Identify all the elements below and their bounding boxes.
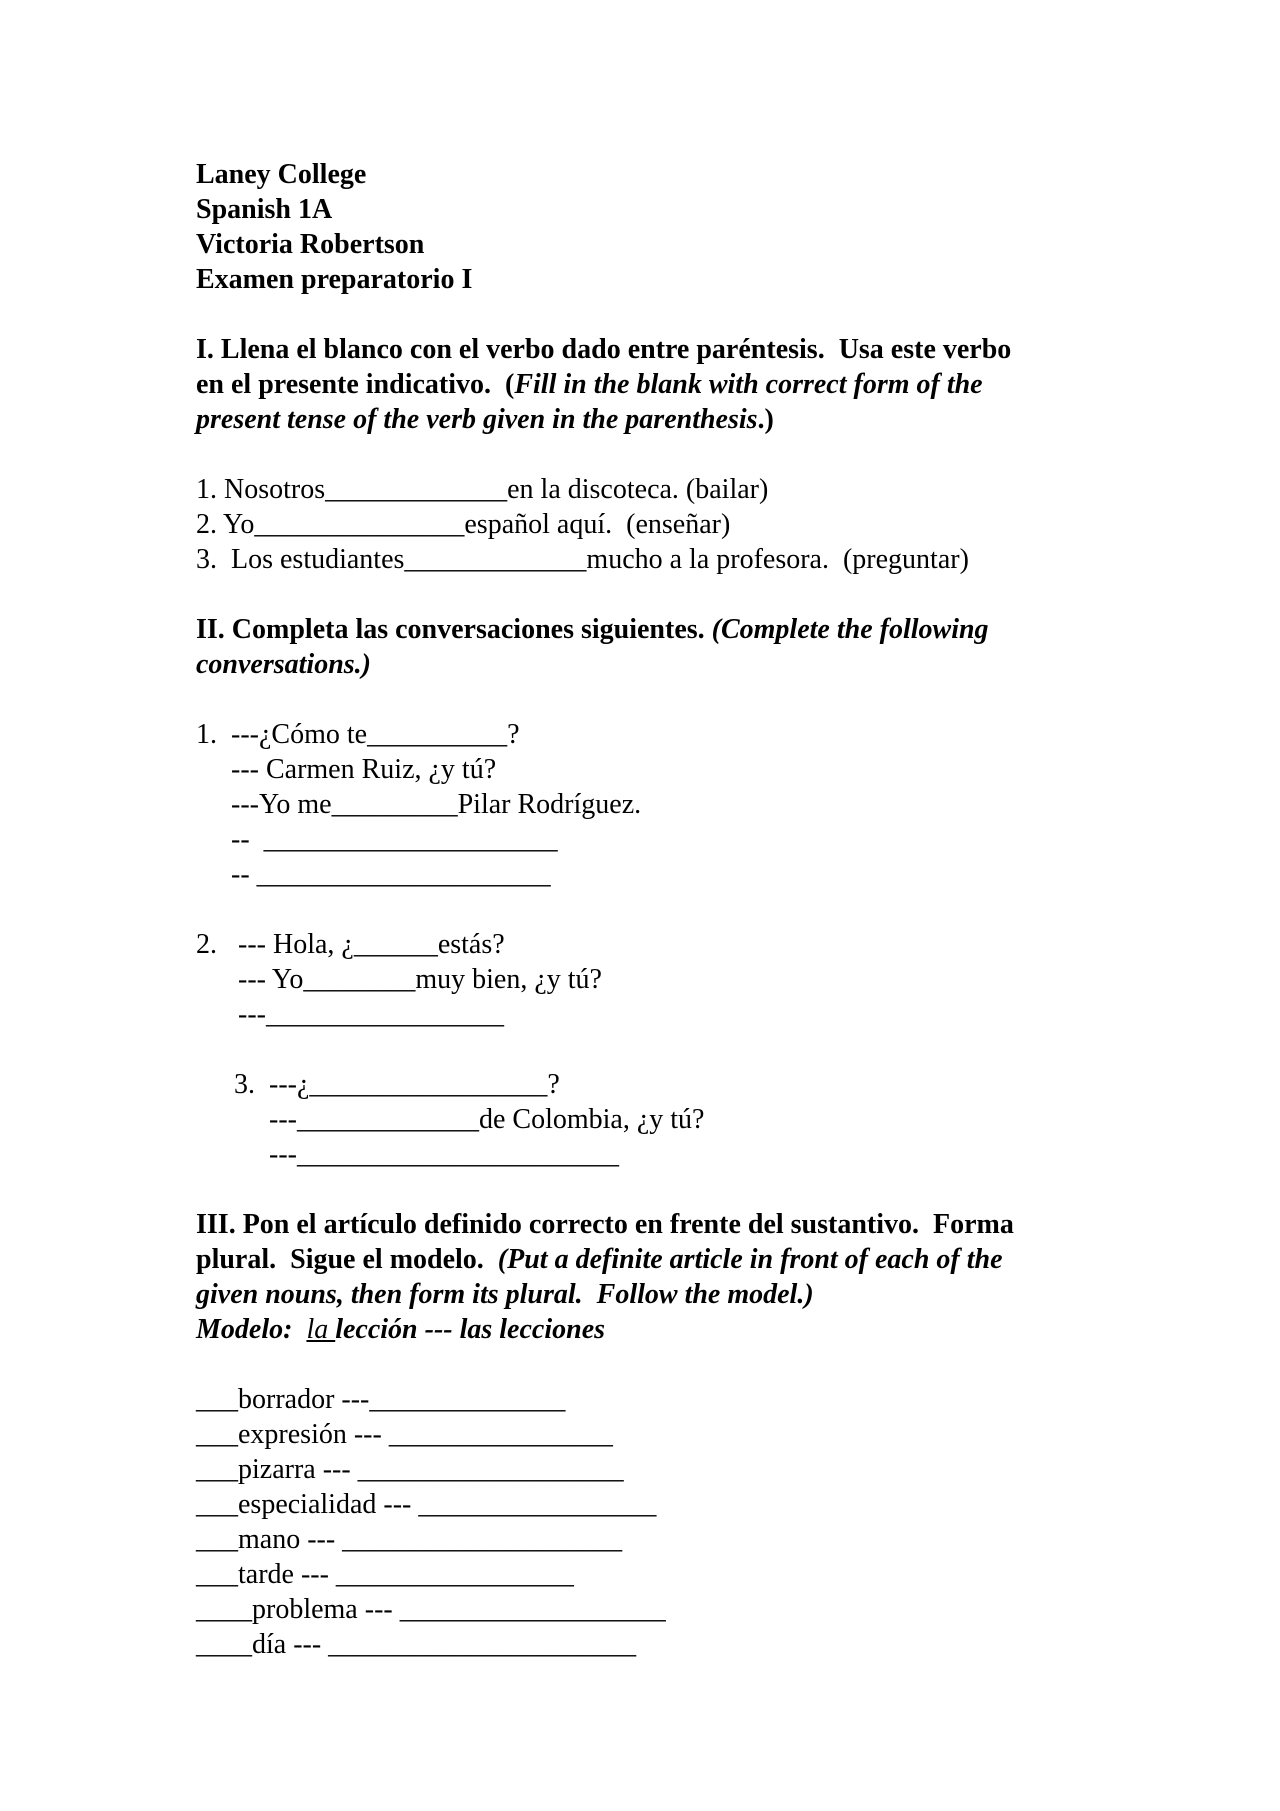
section2-line1-italic: (Complete the following: [711, 614, 989, 645]
model-label: Modelo:: [196, 1314, 307, 1345]
instructor-name: Victoria Robertson: [196, 229, 425, 260]
section3-item: ____día --- ______________________: [196, 1629, 637, 1660]
section1-line3-bold: .): [757, 404, 774, 435]
section3-item: ___expresión --- ________________: [196, 1419, 613, 1450]
section3-item: ___tarde --- _________________: [196, 1559, 574, 1590]
section2-instructions-line1: [196, 612, 989, 647]
exam-title: Examen preparatorio I: [196, 264, 473, 295]
conversation2-line: ---_________________: [196, 999, 504, 1030]
section3-instructions-line1: III. Pon el artículo definido correcto en frente del sustantivo. Forma: [196, 1209, 1014, 1240]
section3-item: ____problema --- ___________________: [196, 1594, 666, 1625]
section1-line2-bold: en el presente indicativo. (: [196, 369, 515, 400]
course-name: Spanish 1A: [196, 194, 333, 225]
conversation1-line: -- _____________________: [196, 824, 558, 855]
section1-instructions-line3: [196, 402, 774, 437]
conversation3-line: 3. ---¿_________________?: [234, 1069, 560, 1100]
section3-line2-bold: plural. Sigue el modelo.: [196, 1244, 498, 1275]
model-rest: lección --- las lecciones: [335, 1314, 606, 1345]
conversation2-line: 2. --- Hola, ¿______estás?: [196, 929, 505, 960]
section2-instructions-line2: conversations.): [196, 649, 371, 680]
section3-model: [196, 1312, 605, 1347]
conversation1-line: -- _____________________: [196, 859, 551, 890]
section1-line3-italic: present tense of the verb given in the parenthesis: [196, 404, 758, 435]
section1-item: 2. Yo_______________español aquí. (enseñar): [196, 509, 731, 540]
conversation1-line: 1. ---¿Cómo te__________?: [196, 719, 520, 750]
section2-line1-bold: II. Completa las conversaciones siguientes.: [196, 614, 712, 645]
section3-instructions-line2: [196, 1242, 1003, 1277]
conversation3-line: ---_____________de Colombia, ¿y tú?: [234, 1104, 705, 1135]
school-name: Laney College: [196, 159, 367, 190]
section1-item: 3. Los estudiantes_____________mucho a la profesora. (preguntar): [196, 544, 969, 575]
conversation2-line: --- Yo________muy bien, ¿y tú?: [196, 964, 602, 995]
section3-item: ___borrador ---______________: [196, 1384, 566, 1415]
section1-instructions-line2: [196, 367, 983, 402]
section1-line2-italic: Fill in the blank with correct form of the: [514, 369, 983, 400]
section1-item: 1. Nosotros_____________en la discoteca. (bailar): [196, 474, 769, 505]
conversation3-line: ---_______________________: [234, 1139, 619, 1170]
section3-instructions-line3: given nouns, then form its plural. Follow the model.): [196, 1279, 814, 1310]
model-article: la: [306, 1314, 336, 1345]
section3-item: ___especialidad --- _________________: [196, 1489, 657, 1520]
conversation1-line: ---Yo me_________Pilar Rodríguez.: [196, 789, 642, 820]
section3-line2-italic: (Put a definite article in front of each of the: [497, 1244, 1003, 1275]
conversation1-line: --- Carmen Ruiz, ¿y tú?: [196, 754, 497, 785]
section3-item: ___pizarra --- ___________________: [196, 1454, 624, 1485]
section1-instructions-line1: I. Llena el blanco con el verbo dado entre paréntesis. Usa este verbo: [196, 334, 1012, 365]
section3-item: ___mano --- ____________________: [196, 1524, 623, 1555]
